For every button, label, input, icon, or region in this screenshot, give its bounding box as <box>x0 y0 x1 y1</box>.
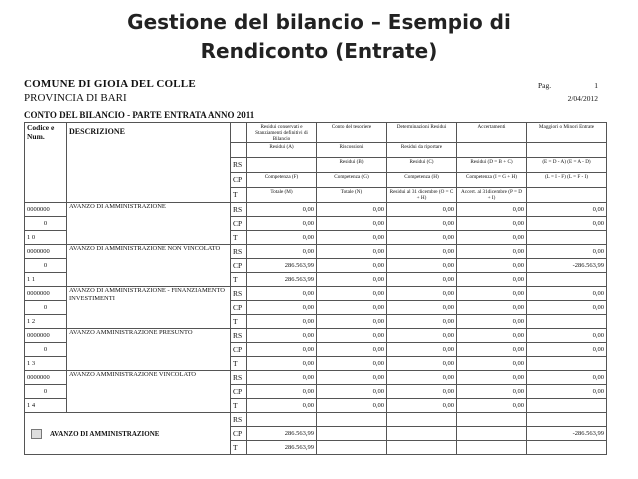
amount-cell: 286.563,99 <box>247 259 317 273</box>
amount-cell <box>527 413 607 427</box>
row-type-label: RS <box>231 329 247 343</box>
total-description: AVANZO DI AMMINISTRAZIONE <box>50 429 160 438</box>
amount-cell <box>387 427 457 441</box>
row-type-label: RS <box>231 287 247 301</box>
amount-cell: 0,00 <box>457 315 527 329</box>
row-type-label: CP <box>231 173 247 188</box>
column-header: Competenza (G) <box>317 173 387 188</box>
province-name: PROVINCIA DI BARI <box>24 92 127 104</box>
column-header <box>527 143 607 158</box>
row-type-label: T <box>231 315 247 329</box>
header-row <box>25 123 607 143</box>
row-type-label <box>231 123 247 143</box>
amount-cell: 0,00 <box>247 371 317 385</box>
document-header <box>24 78 196 105</box>
amount-cell: 0,00 <box>247 343 317 357</box>
item-description: AVANZO DI AMMINISTRAZIONE NON VINCOLATO <box>67 245 231 287</box>
row-type-label: T <box>231 273 247 287</box>
amount-cell: 0,00 <box>247 231 317 245</box>
row-type-label: CP <box>231 427 247 441</box>
amount-cell: 0,00 <box>317 329 387 343</box>
amount-cell: 0,00 <box>317 217 387 231</box>
amount-cell: 0,00 <box>387 217 457 231</box>
column-header: Totale (N) <box>317 188 387 203</box>
table-row <box>25 287 607 301</box>
amount-cell: 0,00 <box>317 231 387 245</box>
column-header: Accert. al 31dicembre (P = D + I) <box>457 188 527 203</box>
column-header: Residui conservati e Stanziamenti definitivi di Bilancio <box>247 123 317 143</box>
table-row <box>25 245 607 259</box>
page-number: 1 <box>594 81 598 90</box>
amount-cell: 0,00 <box>387 259 457 273</box>
row-type-label: T <box>231 231 247 245</box>
column-header: Totale (M) <box>247 188 317 203</box>
amount-cell: 0,00 <box>317 245 387 259</box>
item-description: AVANZO AMMINISTRAZIONE VINCOLATO <box>67 371 231 413</box>
column-header: (L = I - F) (L = F - I) <box>527 173 607 188</box>
column-header: Residui (C) <box>387 158 457 173</box>
amount-cell <box>457 427 527 441</box>
amount-cell <box>457 441 527 455</box>
amount-cell: 0,00 <box>527 203 607 217</box>
item-code: 0 <box>25 301 67 315</box>
table-row <box>25 203 607 217</box>
column-header <box>457 143 527 158</box>
column-header-description: DESCRIZIONE <box>67 123 231 203</box>
expand-checkbox-icon[interactable] <box>31 429 42 439</box>
column-header: Riscossioni <box>317 143 387 158</box>
amount-cell: -286.563,99 <box>527 259 607 273</box>
item-code: 0 <box>25 343 67 357</box>
total-description-cell <box>25 413 231 455</box>
column-header: Residui al 31 dicembre (O = C + H) <box>387 188 457 203</box>
amount-cell: 0,00 <box>457 399 527 413</box>
row-type-label: RS <box>231 371 247 385</box>
column-header-code: Codice e Num. <box>25 123 67 203</box>
slide-title <box>0 8 638 66</box>
amount-cell: 0,00 <box>247 315 317 329</box>
amount-cell: 0,00 <box>317 287 387 301</box>
amount-cell: 0,00 <box>457 329 527 343</box>
column-header: Residui (D = B + C) <box>457 158 527 173</box>
amount-cell: 0,00 <box>387 399 457 413</box>
amount-cell: 0,00 <box>317 399 387 413</box>
amount-cell <box>527 231 607 245</box>
item-code: 0 <box>25 385 67 399</box>
column-header: Maggiori o Minori Entrate <box>527 123 607 143</box>
amount-cell: 0,00 <box>457 385 527 399</box>
row-type-label: CP <box>231 343 247 357</box>
amount-cell: 0,00 <box>527 329 607 343</box>
column-header: Residui (A) <box>247 143 317 158</box>
amount-cell: 0,00 <box>387 273 457 287</box>
row-type-label: RS <box>231 413 247 427</box>
amount-cell: 0,00 <box>527 385 607 399</box>
amount-cell <box>527 441 607 455</box>
amount-cell: 0,00 <box>457 245 527 259</box>
amount-cell: 0,00 <box>527 287 607 301</box>
slide-title-line2: Rendiconto (Entrate) <box>200 39 438 63</box>
amount-cell: 0,00 <box>317 259 387 273</box>
amount-cell: 286.563,99 <box>247 441 317 455</box>
amount-cell: 0,00 <box>527 217 607 231</box>
item-code: 0000000 <box>25 203 67 217</box>
amount-cell: 0,00 <box>387 343 457 357</box>
amount-cell: 0,00 <box>457 343 527 357</box>
amount-cell: 0,00 <box>387 245 457 259</box>
column-header: (E = D - A) (E = A - D) <box>527 158 607 173</box>
row-type-label: RS <box>231 245 247 259</box>
amount-cell <box>527 399 607 413</box>
amount-cell: 0,00 <box>387 357 457 371</box>
row-type-label: RS <box>231 203 247 217</box>
amount-cell: 0,00 <box>247 301 317 315</box>
amount-cell: 0,00 <box>457 357 527 371</box>
table-row <box>25 329 607 343</box>
amount-cell: 0,00 <box>317 357 387 371</box>
row-type-label: T <box>231 357 247 371</box>
slide-title-line1: Gestione del bilancio – Esempio di <box>127 10 511 34</box>
amount-cell <box>317 441 387 455</box>
amount-cell: 0,00 <box>457 231 527 245</box>
column-header <box>247 158 317 173</box>
column-header: Conto del tesoriere <box>317 123 387 143</box>
amount-cell: 0,00 <box>457 287 527 301</box>
row-type-label: T <box>231 441 247 455</box>
amount-cell: 0,00 <box>387 329 457 343</box>
item-code: 0000000 <box>25 245 67 259</box>
amount-cell: 0,00 <box>317 315 387 329</box>
amount-cell: 0,00 <box>387 385 457 399</box>
amount-cell: 0,00 <box>247 287 317 301</box>
page-info <box>538 81 598 107</box>
amount-cell: 0,00 <box>527 343 607 357</box>
amount-cell <box>527 357 607 371</box>
item-code: 0000000 <box>25 371 67 385</box>
amount-cell: 0,00 <box>247 203 317 217</box>
item-code: 0 <box>25 259 67 273</box>
item-code: 1 2 <box>25 315 67 329</box>
item-code: 0000000 <box>25 287 67 301</box>
amount-cell <box>247 413 317 427</box>
amount-cell <box>457 413 527 427</box>
amount-cell: 0,00 <box>387 301 457 315</box>
total-row <box>25 413 607 427</box>
amount-cell: 0,00 <box>317 385 387 399</box>
item-code: 1 0 <box>25 231 67 245</box>
amount-cell <box>317 427 387 441</box>
row-type-label: CP <box>231 385 247 399</box>
row-type-label: T <box>231 399 247 413</box>
amount-cell: 0,00 <box>317 371 387 385</box>
amount-cell: 0,00 <box>387 315 457 329</box>
table-row <box>25 371 607 385</box>
amount-cell: 0,00 <box>247 217 317 231</box>
item-code: 1 1 <box>25 273 67 287</box>
row-type-label: CP <box>231 259 247 273</box>
amount-cell: 0,00 <box>457 203 527 217</box>
row-type-label: RS <box>231 158 247 173</box>
amount-cell: 0,00 <box>247 399 317 413</box>
document-date: 2/04/2012 <box>567 94 598 103</box>
amount-cell: 0,00 <box>527 245 607 259</box>
item-code: 1 3 <box>25 357 67 371</box>
row-type-label: T <box>231 188 247 203</box>
amount-cell: 0,00 <box>247 245 317 259</box>
item-code: 0 <box>25 217 67 231</box>
amount-cell: 0,00 <box>317 343 387 357</box>
column-header: Residui (B) <box>317 158 387 173</box>
item-description: AVANZO DI AMMINISTRAZIONE - FINANZIAMENTO INVESTIMENTI <box>67 287 231 329</box>
revenue-table <box>24 122 607 455</box>
amount-cell: 0,00 <box>457 371 527 385</box>
amount-cell <box>387 413 457 427</box>
amount-cell: 0,00 <box>527 301 607 315</box>
amount-cell: 0,00 <box>457 217 527 231</box>
item-code: 1 4 <box>25 399 67 413</box>
amount-cell: 0,00 <box>317 203 387 217</box>
amount-cell: 0,00 <box>247 385 317 399</box>
amount-cell: 0,00 <box>387 203 457 217</box>
row-type-label <box>231 143 247 158</box>
item-description: AVANZO DI AMMINISTRAZIONE <box>67 203 231 245</box>
amount-cell: 0,00 <box>457 273 527 287</box>
amount-cell: 0,00 <box>317 273 387 287</box>
amount-cell: 0,00 <box>387 371 457 385</box>
amount-cell: 0,00 <box>387 231 457 245</box>
amount-cell: 0,00 <box>247 329 317 343</box>
scanned-document <box>24 78 606 476</box>
column-header: Competenza (I = G + H) <box>457 173 527 188</box>
amount-cell: 0,00 <box>247 357 317 371</box>
amount-cell <box>527 273 607 287</box>
column-header: Competenza (F) <box>247 173 317 188</box>
column-header: Accertamenti <box>457 123 527 143</box>
amount-cell: 0,00 <box>317 301 387 315</box>
column-header <box>527 188 607 203</box>
column-header: Residui da riportare <box>387 143 457 158</box>
document-heading: CONTO DEL BILANCIO - PARTE ENTRATA ANNO 2011 <box>24 110 255 120</box>
column-header: Competenza (H) <box>387 173 457 188</box>
amount-cell: -286.563,99 <box>527 427 607 441</box>
entity-name: COMUNE DI GIOIA DEL COLLE <box>24 78 196 90</box>
amount-cell: 0,00 <box>457 301 527 315</box>
column-header: Determinazioni Residui <box>387 123 457 143</box>
row-type-label: CP <box>231 301 247 315</box>
amount-cell: 0,00 <box>527 371 607 385</box>
amount-cell <box>527 315 607 329</box>
item-description: AVANZO AMMINISTRAZIONE PRESUNTO <box>67 329 231 371</box>
amount-cell: 286.563,99 <box>247 427 317 441</box>
amount-cell: 286.563,99 <box>247 273 317 287</box>
amount-cell: 0,00 <box>387 287 457 301</box>
page-label: Pag. <box>538 81 552 90</box>
item-code: 0000000 <box>25 329 67 343</box>
amount-cell <box>317 413 387 427</box>
amount-cell <box>387 441 457 455</box>
row-type-label: CP <box>231 217 247 231</box>
amount-cell: 0,00 <box>457 259 527 273</box>
